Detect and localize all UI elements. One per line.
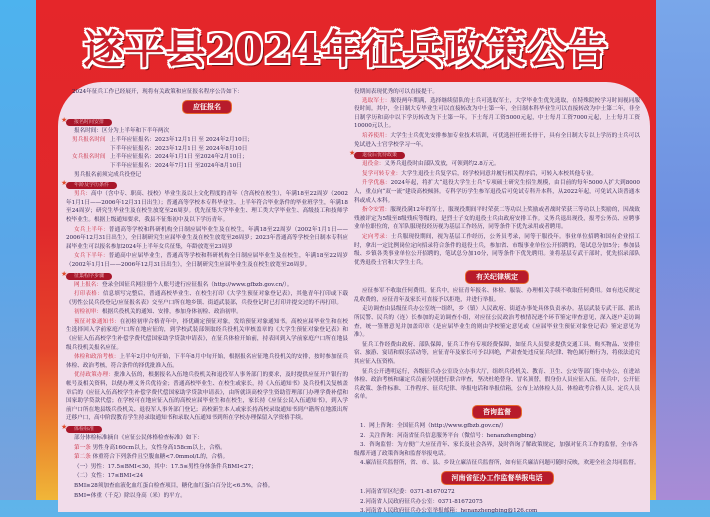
online-label: 网上报名：: [74, 281, 102, 288]
consult-supervision-text: 为方便广大应征青年、家长及社会各界，及时咨询了解政策规定，加强对征兵工作的监督，全市各级都开通了政策咨询和监督举报电话。: [354, 442, 638, 457]
hotline-2-label: 2.河南省人民政府征兵办公室：: [360, 498, 439, 505]
health-rule-male-bmi: （一）男性：17.5≤BMI<30，其中：17.5≤男性身体条件兵BMI<27；: [74, 463, 257, 470]
hotline-military-discipline: [354, 488, 640, 497]
health-rule-2-text: 体重符合下列条件且空腹血糖<7.0mmol/L的，合格。: [92, 454, 229, 461]
female-h1-text: 普通高等学校和科研机构全日制应届毕业生及在校生，年满18至22周岁（2002年1月1日——2006年12月31日出生），全日制研究生应届毕业生及在校生放宽至26周岁；2023年普通高等学校全日制本专科应届毕业生可以报名参加2024年上半年女兵征集，年龄放宽至23周岁: [66, 226, 348, 250]
subsection-tag-time: ★ 报名时间安排: [66, 119, 112, 126]
female-h2-conditions: [66, 252, 348, 269]
consult-supervision-label: 3．咨询监督：: [360, 442, 398, 449]
discipline-3: 征兵工作经费由政府、部队保障，征兵工作有专项经费保障，如征兵人员要求提供交通工具、购买物品、安排住宿、旅游、宴请和娱乐活动等，应征青年及家长可予以回绝，严肃查处违反征兵纪律、物色属行贿行为，将依法追究其应征入伍资格。: [354, 341, 640, 366]
male-registration-h1: 上半年应征报名：2023年12月1日 至 2024年2月10日；: [110, 137, 253, 144]
bonus-label: 退役金：: [362, 161, 385, 168]
prelim-text: 根据兵役机关的通知、安排，参加身体初检、政治初审。: [101, 309, 242, 316]
female-registration-label: 女兵报名时间: [72, 154, 106, 161]
male-registration-row: [66, 136, 348, 145]
poster-content-panel: [58, 82, 650, 515]
female-registration-h2: 下半年应征报名：2024年7月1日 至2024年8月10日: [110, 162, 242, 169]
section-banner-consultation: 咨询监督: [473, 406, 521, 418]
intro-text: 2024年征兵工作已经展开，现将有关政策和应征报名程序公告如下：: [72, 89, 243, 95]
priority-text: 批准入伍的，根据报名入伍地兵役机关和退役军人事务部门的要求，及时提供应征开户银行的帐号及相关资料，以便办理义务兵优待金；普通高校毕业生、在校生或家长，持《入伍通知书》及兵役机关复核盖章后的《应征入伍高校学生补偿学费代偿国家助学贷款申请表》，由所就读高校学生资助管理部门办理学费补偿和国家助学贷款代偿；在学校可在地应征入伍的高校应届毕业生和在校生，家长持《应征公民入伍通知书》，到入学前户口所在地县级兵役机关、退役军人事务部门登记；高校新生本人或家长持高校录取通知书到户籍所在地派出所迁移户口，高中阶段教育学生持录取通知书和录取入伍通知书到所在学校办理保留入学资格手续。: [66, 372, 348, 422]
health-rule-1: [66, 444, 348, 453]
consult-supervision: [354, 441, 640, 458]
retirement-bonus: [354, 160, 640, 169]
recruitment-poster: [36, 0, 656, 515]
male-conditions-text: 高中（含中专、职高、技校）毕业生及以上文化程度的青年（含高校在校生），年满18至22周岁（2002年1月1日——2006年12月31日出生）；普通高等学校本专科毕业生、上半年符合毕业条件的毕业班学生，年满18至24周岁；研究生毕业生及在校生放宽至26周岁。优先征集大学毕业生、理工类大学毕业生、高级技工和技师学校毕业生。根据上级通知要求，我县不征集初中及以下学历青年。: [66, 191, 348, 223]
background-left: [0, 0, 36, 500]
hotline-3-label: 3.河南省人民政府征兵办公室举报邮箱：: [360, 508, 461, 515]
train-label: 培养使用：: [362, 132, 391, 139]
select-nco: [354, 97, 640, 131]
notice-text: 在初检初审合格青年中，择优确定预征对象，发给预征对象通知书。高校应届毕业生和在校生选择回入学前家庭户口所在地应征的，到学校武装部领取经兵役机关审核盖章的《大学生预征对象登记表》和《应征入伍高校学生补偿学费代偿国家助学贷款申请表》，在征兵体检开始前，持表回到入学前家庭户口所在地县级兵役机关报名应征。: [66, 318, 348, 351]
select-text: 服役两年期满，选择继续留队的士兵可选取军士，大学毕业生优先选取，在特殊院校学习时间视同服役时间。其中，全日制大专毕业生可以直接转改为中士第一年，全日制本科毕业生可以直接转改为中士第二年，非全日制学历和高中以下学历转改为下士第一年。下士每月工资5000元起，中士每月工资7000元起，上士每月工资10000元以上。: [354, 97, 640, 130]
female-registration-h1: 上半年应征报名：2024年1月1日 至2024年2月10日；: [110, 154, 248, 161]
train-text: 大学生士兵优先安排参加专业技术培训，可优选担任班长骨干，具有全日制大专以上学历的士兵可以免试进入士官学校学习一年。: [354, 132, 640, 148]
male-registration-h2: 下半年应征报名：2023年12月1日 至 2024年8月10日: [110, 145, 248, 152]
select-label: 选取军士：: [362, 97, 391, 104]
left-column: [66, 88, 348, 501]
hotline-2-number: 0371-81672075: [438, 498, 483, 505]
hotline-report-email: [354, 507, 640, 516]
hotline-1-label: 1.河南省军区纪委：: [360, 488, 411, 495]
section-banner-registration: 应征报名: [183, 101, 231, 113]
discipline-1: 应征参军不收取任何费用。征兵中，应征青年报名、体检、服装、办理相关手续不收取任何费用。如有违反规定乱收费的，应征青年及家长可直接予以拒绝，并进行举报。: [354, 288, 640, 303]
health-rule-1-label: 第一条: [74, 444, 91, 451]
place-text: 服现役满12年的军士，服现役期间平时荣获二等功以上奖励或者战时荣获三等功以上奖励的，因战致残被评定为5级至8级残疾等级的，是烈士子女的退役士兵由政府安排工作。义务兵退出现役，报考公务员、应聘事业单位职位的，在军队服现役经历视为基层工作经历，同等条件下优先录用或者聘用。: [354, 207, 640, 231]
subsection-tag-health: ★ 体检标准: [66, 426, 102, 433]
subsection-tag-procedure: ★ 征集程序步骤: [66, 273, 112, 280]
female-h2-text: 普通高中应届毕业生，普通高等学校和科研机构全日制应届毕业生及在校生，年满18至22周岁（2002年1月1日——2006年12月31日出生），全日制研究生应届毕业生及在校生放宽至26周岁。: [66, 253, 348, 268]
health-rule-bmi-formula: BMI=体重（千克）除以身高（米）的平方。: [74, 492, 186, 499]
section-banner-discipline: 有关纪律规定: [466, 271, 528, 283]
consult-wechat-text: 河南省征兵信息服务平台（微信号：henanzhengbing）: [397, 432, 540, 439]
online-text: 登录全国征兵网注册个人账号进行应征报名（http://www.gfbzb.gov.cn/）。: [101, 281, 293, 288]
discipline-2: 走访调查由县级征兵办公室统一组织，乡（镇）人民政府、街道办事处具体负责承办。基层武装专武干部、派出所民警、民兵的（连）长参加的走访调查小组，对应征公民政治考核情况逐个环节鉴定审查意见，深入逐户走访调查，统一签署意见并加盖印章（是应届毕业生的则由学校鉴定意见或《应届毕业生预征对象登记表》鉴定意见为准）。: [354, 306, 640, 339]
prelim-label: 初检初审：: [74, 309, 102, 316]
training-use: [354, 132, 640, 149]
right-column: [354, 88, 640, 517]
health-rule-bmi-28: BMI≥28须加查血液化血红蛋白检查项目，糖化血红蛋白百分比<6.5%，合格。: [74, 482, 274, 489]
online-registration: [66, 281, 348, 290]
subsection-tag-retirement: ★ 退役后优待政策: [354, 152, 405, 159]
print-text: 信息填写完整后，普通高校毕业生、在校生打印《大学生预征对象登记表》，其他青年打印或下载《男性公民兵役登记/应征报名表》交至户口所在地乡镇、街道武装部，兵役登记时已打印并提交过的不再打印。: [66, 291, 348, 306]
consult-online-label: 1．网上咨询：: [360, 423, 398, 429]
notice-label: 预征对象通知书：: [74, 318, 120, 325]
physical-political-exam: [66, 353, 348, 370]
health-rule-1-text: 男性身高160cm以上，女性身高158cm以上，合格。: [92, 444, 226, 451]
priority-policy: [66, 371, 348, 423]
consult-online: [354, 422, 640, 431]
male-conditions: [66, 190, 348, 224]
bonus-text: 义务兵退役时由部队发放，可领到约2.8万元。: [384, 161, 500, 168]
consult-online-text: 全国征兵网（http://www.gfbzb.gov.cn/）: [397, 423, 507, 429]
section-banner-hotline: 河南省征办工作监督举报电话: [442, 472, 553, 484]
upgrade-label: 升学优惠：: [362, 180, 391, 187]
male-conditions-label: 男兵：: [74, 191, 91, 198]
hotline-3-email: henanzhengbing@126.com: [460, 508, 538, 515]
health-intro: 部分体检标准摘自《应征公民体格检查标准》如下：: [74, 435, 203, 441]
health-rule-2-label: 第二条: [74, 454, 91, 461]
top-line: 役期间表现优秀的可以直接提干。: [354, 89, 438, 95]
female-h1-label: 女兵上半年：: [74, 226, 109, 233]
health-rule-female-bmi: （二）女性：17≤BMI<24: [74, 473, 144, 480]
target-text: 士兵服现役期间，视为基层工作经历，公务员考录，同等于服役年。事业单位招聘和国有企业招工时，拿出一定比例岗位定向招录符合条件的退役士兵，参加省、市级事业单位公开招聘的，笔试总分加5分；参加县级、乡镇各类事业单位公开招聘的，笔试总分加10分，同等条件下优先聘用。並将基层专武干部时，优先招录部队优秀退役士官和大学生士兵。: [354, 233, 640, 266]
print-label: 打印表格：: [74, 291, 103, 298]
place-label: 指令安置：: [362, 207, 391, 214]
preliminary-check: [66, 308, 348, 317]
consult-wechat-label: 2．关注咨询：: [360, 432, 398, 439]
discipline-4: 征兵公开透明运行，各级征兵办公室设立办事大厅，组织兵役机关、教育、卫生、公安等部门集中办公，在进站体检、政治考核和廉定兵员前分别进行联合审查，坚决杜绝替身、冒名顶替，假身份人员应征入伍。征兵中，公开征兵政策、条件标准、工作程序、征兵纪律、举报电话和举报信箱，公布上站体检人员、体检政考合格人员、定兵人员名单。: [354, 368, 640, 401]
priority-label: 优待政策办理：: [74, 372, 114, 379]
registration-note: 男兵报名前须完成兵役登记: [74, 171, 142, 178]
hotline-1-number: 0371-81670272: [410, 488, 455, 495]
resume-label: 复学可转专业：: [362, 170, 402, 177]
poster-title: 遂平县2024年征兵政策公告: [83, 26, 609, 73]
target-label: 定向考录：: [362, 233, 391, 240]
female-h2-label: 女兵下半年：: [74, 253, 109, 260]
exam-text: 上半年2月中旬开始，下半年8月中旬开始，根据报名应征地兵役机关的安排，按时参加征兵体检、政治考核，符合条件的择优批准入伍。: [66, 354, 348, 369]
consult-wechat: [354, 432, 640, 441]
pre-enlistment-notice: [66, 318, 348, 352]
upgrade-text: 2024年起，将扩大“退役大学生士兵”专项硕士研究生招生规模，由目前的每年5000人扩大到8000人，重点向“双一流”建设高校倾斜。专科学历学生参军退役后可免试专科升本科，从2022年起，可免试入读普通本科或成人本科。: [354, 180, 640, 204]
health-rule-2: [66, 453, 348, 462]
targeted-recruitment: [354, 233, 640, 267]
resume-study: [354, 170, 640, 179]
female-registration-row: [66, 153, 348, 162]
exam-label: 体检和政治考核：: [74, 354, 120, 361]
female-h1-conditions: [66, 226, 348, 252]
registration-time-intro: 报名时间：区分为上半年和下半年两次: [74, 127, 170, 134]
job-placement: [354, 206, 640, 232]
subsection-tag-conditions: ★ 年龄及学历条件: [66, 182, 117, 189]
background-right: [656, 0, 710, 500]
resume-text: 大学生退役士兵复学后，经学校同意并履行相关程序后，可转入本校其他专业。: [401, 170, 597, 177]
print-forms: [66, 290, 348, 307]
education-upgrade: [354, 179, 640, 205]
hotline-recruitment-office: [354, 498, 640, 507]
consult-integrity: 4.廉洁征兵监督所，省、市、县、乡设立廉洁征兵监督所，如有征兵廉洁问题可随时反映，欢迎全社会共同监督。: [360, 460, 640, 467]
male-registration-label: 男兵报名时间: [72, 137, 106, 144]
